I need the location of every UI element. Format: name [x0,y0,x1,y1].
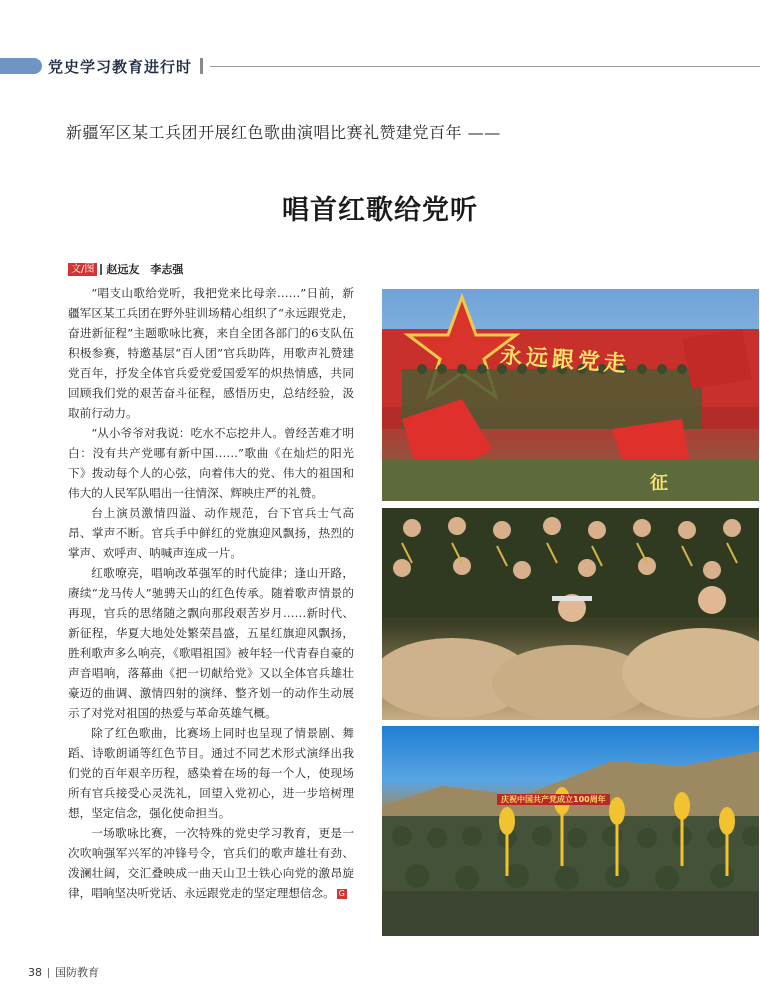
page-number: 38 [28,966,42,979]
end-mark-icon: G [338,889,345,898]
stage-scene-illustration [382,289,759,501]
outdoor-scene-illustration [382,726,759,936]
stage-banner-text: 永远跟党走 [499,343,631,378]
paragraph: “唱支山歌给党听，我把党来比母亲……”日前，新疆军区某工兵团在野外驻训场精心组织了“永远跟党走，奋进新征程”主题歌咏比赛，来自全团各部门的6支队伍积极参赛，特邀基层“百人团”官兵助阵，用歌声礼赞建党百年，抒发全体官兵爱党爱国爱军的炽热情感，共同回顾我们党的艰苦奋斗征程，感悟历史，总结经验，汲取前行动力。 [68,286,354,420]
article-title: 唱首红歌给党听 [282,195,478,226]
photo-outdoor-audience [382,726,759,936]
photo-drama-scene [382,508,759,720]
photo-stage-performance [382,289,759,501]
byline-separator [100,264,102,275]
paragraph-last [68,823,354,903]
paragraph: 除了红色歌曲，比赛场上同时也呈现了情景剧、舞蹈、诗歌朗诵等红色节目。通过不同艺术形式演绎出我们党的百年艰辛历程，感染着在场的每一个人，使现场所有官兵接受心灵洗礼，回望入党初心，进一步培树理想，坚定信念，强化使命担当。 [68,726,354,820]
section-divider-bar [200,58,203,74]
section-header-tab [0,58,42,74]
article-subtitle: 新疆军区某工兵团开展红色歌曲演唱比赛礼赞建党百年 —— [66,123,501,142]
page-footer [28,964,99,980]
paragraph: “从小爷爷对我说：吃水不忘挖井人。曾经苦难才明白：没有共产党哪有新中国……”歌曲《在灿烂的阳光下》拨动每个人的心弦，向着伟大的党、伟大的祖国和伟大的人民军队唱出一往情深、辉映庄严的礼赞。 [68,426,354,500]
byline [68,261,183,275]
footer-divider [48,968,49,978]
paragraph-text: 一场歌咏比赛，一次特殊的党史学习教育，更是一次吹响强军兴军的冲锋号令，官兵们的歌声雄壮有劲、泼澜壮阔，交汇叠映成一曲天山卫士铁心向党的激昂旋律，唱响坚决听党话、永远跟党走的坚定理想信念。 [68,826,354,900]
paragraph: 红歌嘹亮，唱响改革强军的时代旋律；逢山开路，赓续“龙马传人”驰骋天山的红色传承。随着歌声情景的再现，官兵的思绪随之飘向那段艰苦岁月……新时代、新征程，华夏大地处处繁荣昌盛，五星红旗迎风飘扬，胜利歌声多么响亮，《歌唱祖国》被年轻一代青春自豪的声音唱响，落幕曲《把一切献给党》又以全体官兵雄壮豪迈的曲调、激情四射的演绎、整齐划一的动作生动展示了对党对祖国的热爱与革命英雄气概。 [68,566,354,720]
article-body [68,283,354,903]
section-title: 党史学习教育进行时 [48,58,193,76]
byline-tag: 文/图 [68,263,97,276]
stage-banner-text-2: 征 [650,473,670,494]
magazine-name: 国防教育 [55,966,99,979]
paragraph: 台上演员激情四溢、动作规范，台下官兵士气高昂、掌声不断。官兵手中鲜红的党旗迎风飘扬，热烈的掌声、欢呼声、呐喊声连成一片。 [68,506,354,560]
section-rule-line [210,66,760,67]
drama-scene-illustration [382,508,759,720]
byline-authors: 赵远友 李志强 [106,263,184,276]
outdoor-banner-text: 庆祝中国共产党成立100周年 [497,794,610,805]
